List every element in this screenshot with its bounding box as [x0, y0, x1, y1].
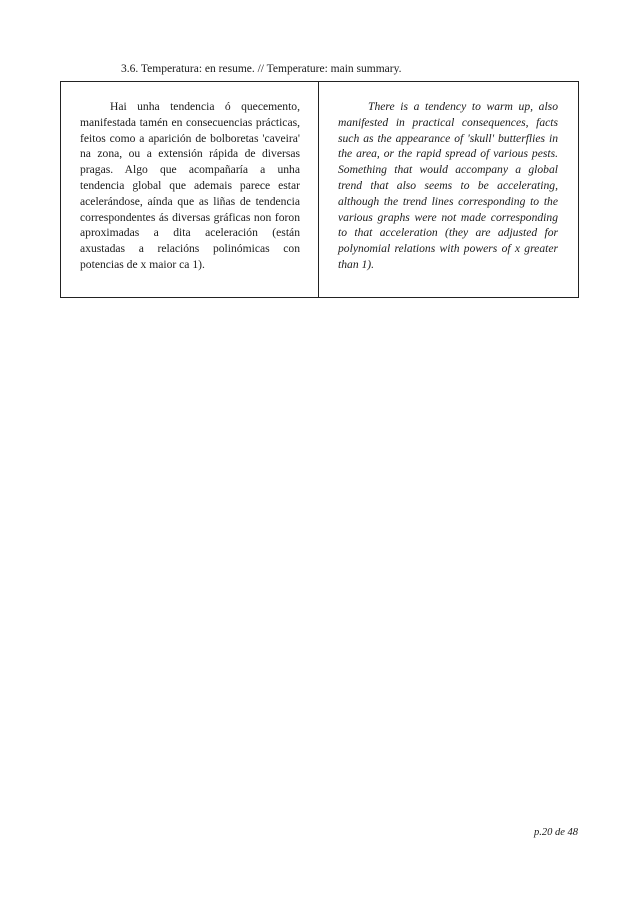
- english-cell: [319, 82, 578, 297]
- galician-paragraph: Hai unha tendencia ó quecemento, manifestada tamén en consecuencias prácticas, feitos como a aparición de bolboretas 'caveira' na zona, ou a extensión rápida de diversas pragas. Algo que acompañaría a unha tendencia global que ademais parece estar acelerándose, aínda que as liñas de tendencia correspondentes ás diversas gráficas non foron aproximadas a dita aceleración (están axustadas a relacións polinómicas con potencias de x maior ca 1).: [80, 100, 300, 271]
- english-paragraph: There is a tendency to warm up, also manifested in practical consequences, facts such as the appearance of 'skull' butterflies in the area, or the rapid spread of various pests. Something that would accompany a global trend that also seems to be accelerating, although the trend lines corresponding to the various graphs were not made corresponding to that acceleration (they are adjusted for polynomial relations with powers of x greater than 1).: [338, 100, 558, 271]
- page-number: p.20 de 48: [533, 827, 578, 838]
- section-heading: 3.6. Temperatura: en resume. // Temperature: main summary.: [121, 63, 402, 75]
- galician-cell: [61, 82, 319, 297]
- summary-table: [60, 81, 579, 298]
